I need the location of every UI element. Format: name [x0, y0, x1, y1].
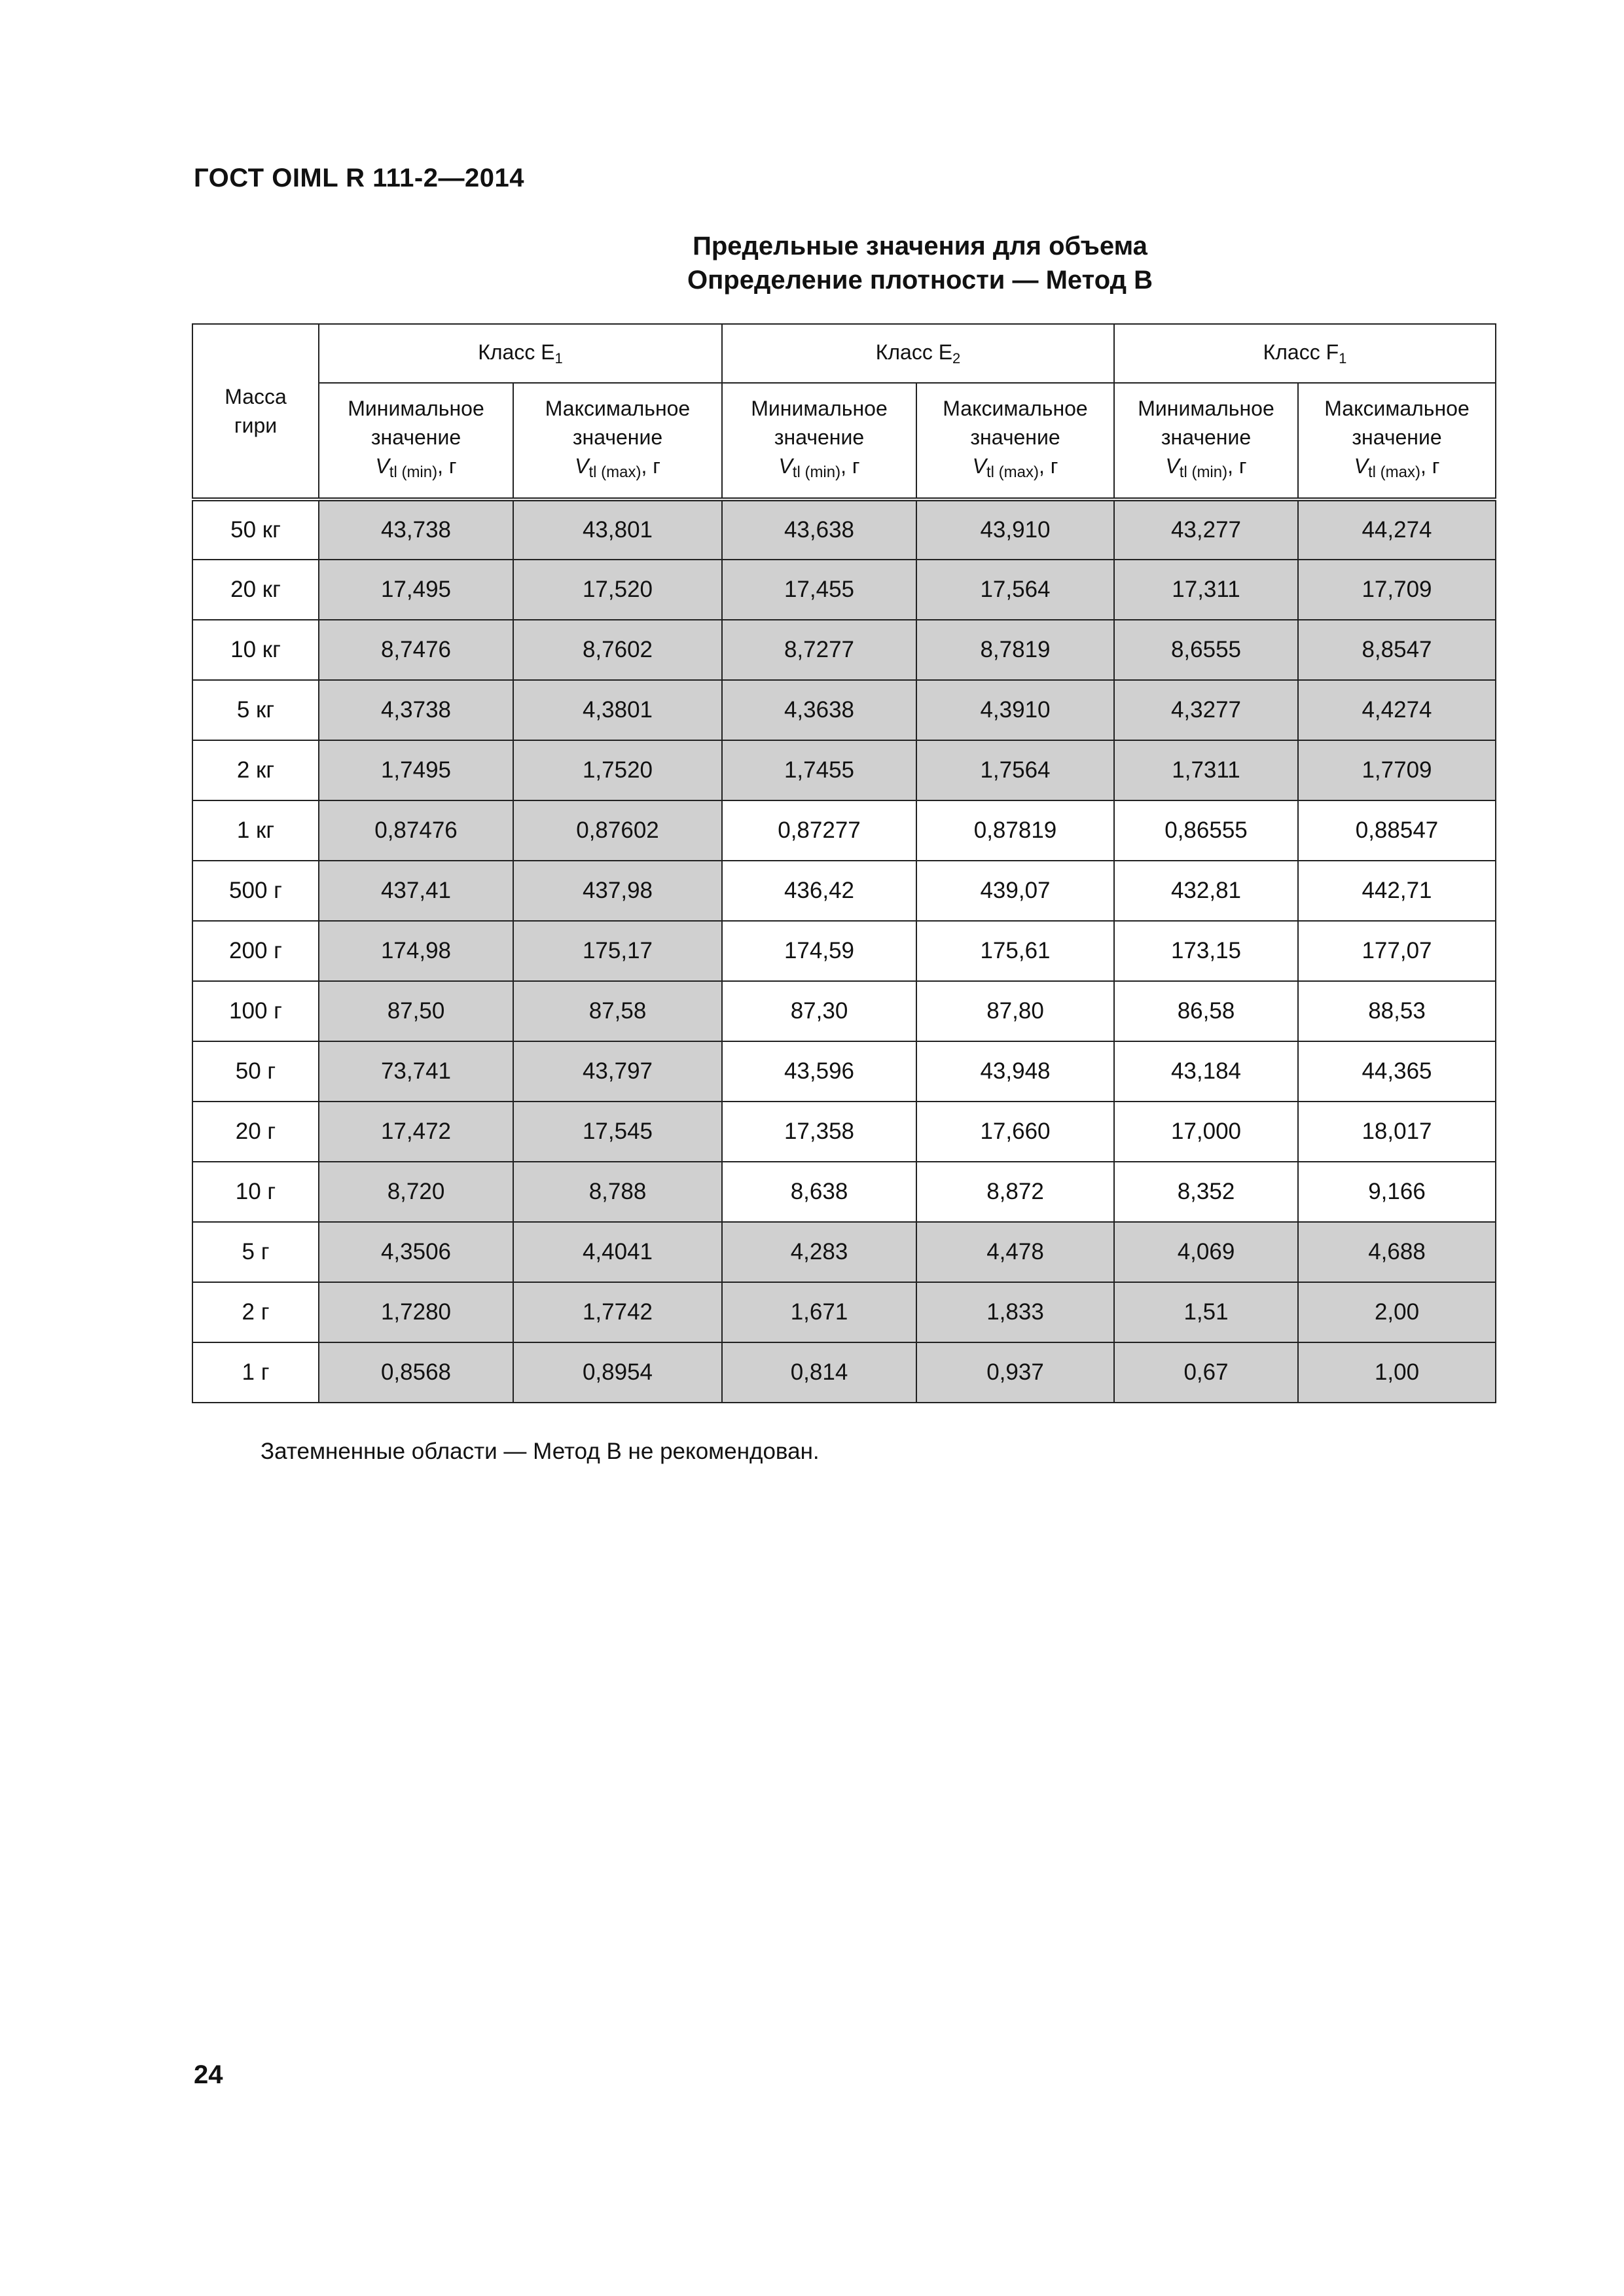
value-cell: 9,166: [1298, 1162, 1496, 1222]
unit-label: , г: [1420, 454, 1440, 478]
class-header-f1: [1114, 324, 1496, 383]
value-cell: 437,41: [319, 861, 513, 921]
value-cell: 1,00: [1298, 1342, 1496, 1403]
value-cell: 173,15: [1114, 921, 1298, 981]
class-label: Класс F: [1263, 340, 1339, 364]
value-cell: 0,814: [722, 1342, 916, 1403]
value-cell: 8,638: [722, 1162, 916, 1222]
value-cell: 1,7520: [513, 740, 722, 800]
mass-cell: 1 г: [192, 1342, 319, 1403]
table-body: [192, 499, 1496, 1403]
value-cell: 4,478: [916, 1222, 1114, 1282]
value-cell: 43,277: [1114, 499, 1298, 560]
value-cell: 44,365: [1298, 1041, 1496, 1102]
limit-label: Максимальное значение: [545, 397, 691, 449]
value-cell: 87,50: [319, 981, 513, 1041]
table-row: [192, 921, 1496, 981]
volume-subscript: tl (min): [389, 463, 438, 481]
value-cell: 8,7277: [722, 620, 916, 680]
unit-label: , г: [1227, 454, 1247, 478]
class-header-e2: [722, 324, 1114, 383]
mass-cell: 20 кг: [192, 560, 319, 620]
value-cell: 17,358: [722, 1102, 916, 1162]
unit-label: , г: [1038, 454, 1058, 478]
table-row: [192, 499, 1496, 560]
limit-label: Максимальное значение: [1324, 397, 1470, 449]
value-cell: 17,495: [319, 560, 513, 620]
value-cell: 4,3738: [319, 680, 513, 740]
min-value-header: [722, 383, 916, 499]
volume-symbol: V: [1165, 454, 1180, 478]
header-row-classes: [192, 324, 1496, 383]
value-cell: 439,07: [916, 861, 1114, 921]
value-cell: 1,7280: [319, 1282, 513, 1342]
value-cell: 43,184: [1114, 1041, 1298, 1102]
volume-subscript: tl (min): [1179, 463, 1228, 481]
value-cell: 4,4274: [1298, 680, 1496, 740]
value-cell: 8,352: [1114, 1162, 1298, 1222]
value-cell: 8,7602: [513, 620, 722, 680]
max-value-header: [1298, 383, 1496, 499]
volume-symbol: V: [972, 454, 986, 478]
value-cell: 17,545: [513, 1102, 722, 1162]
max-value-header: [916, 383, 1114, 499]
value-cell: 0,937: [916, 1342, 1114, 1403]
value-cell: 43,801: [513, 499, 722, 560]
mass-cell: 2 г: [192, 1282, 319, 1342]
value-cell: 8,7476: [319, 620, 513, 680]
value-cell: 1,7564: [916, 740, 1114, 800]
footnote: Затемненные области — Метод B не рекомендован.: [261, 1439, 820, 1464]
value-cell: 4,688: [1298, 1222, 1496, 1282]
table-row: [192, 1041, 1496, 1102]
unit-label: , г: [437, 454, 457, 478]
min-value-header: [1114, 383, 1298, 499]
max-value-header: [513, 383, 722, 499]
mass-cell: 10 кг: [192, 620, 319, 680]
table-row: [192, 800, 1496, 861]
header-row-limits: [192, 383, 1496, 499]
value-cell: 17,311: [1114, 560, 1298, 620]
mass-column-header: [192, 324, 319, 499]
value-cell: 17,472: [319, 1102, 513, 1162]
value-cell: 4,3277: [1114, 680, 1298, 740]
volume-subscript: tl (max): [588, 463, 641, 481]
value-cell: 177,07: [1298, 921, 1496, 981]
mass-cell: 5 г: [192, 1222, 319, 1282]
value-cell: 4,283: [722, 1222, 916, 1282]
table-row: [192, 861, 1496, 921]
value-cell: 0,8568: [319, 1342, 513, 1403]
value-cell: 174,98: [319, 921, 513, 981]
volume-symbol: V: [778, 454, 793, 478]
value-cell: 0,87476: [319, 800, 513, 861]
value-cell: 8,8547: [1298, 620, 1496, 680]
table-row: [192, 680, 1496, 740]
table-row: [192, 1342, 1496, 1403]
class-subscript: 2: [952, 350, 961, 367]
mass-cell: 5 кг: [192, 680, 319, 740]
volume-subscript: tl (max): [1367, 463, 1420, 481]
value-cell: 43,797: [513, 1041, 722, 1102]
value-cell: 4,3506: [319, 1222, 513, 1282]
value-cell: 8,7819: [916, 620, 1114, 680]
mass-cell: 50 г: [192, 1041, 319, 1102]
volume-limits-table: [192, 323, 1496, 1403]
value-cell: 43,596: [722, 1041, 916, 1102]
volume-symbol: V: [375, 454, 389, 478]
value-cell: 17,660: [916, 1102, 1114, 1162]
value-cell: 437,98: [513, 861, 722, 921]
value-cell: 43,948: [916, 1041, 1114, 1102]
limit-label: Максимальное значение: [943, 397, 1088, 449]
value-cell: 1,51: [1114, 1282, 1298, 1342]
table-row: [192, 1102, 1496, 1162]
unit-label: , г: [840, 454, 860, 478]
value-cell: 4,069: [1114, 1222, 1298, 1282]
value-cell: 8,6555: [1114, 620, 1298, 680]
value-cell: 432,81: [1114, 861, 1298, 921]
value-cell: 17,000: [1114, 1102, 1298, 1162]
value-cell: 436,42: [722, 861, 916, 921]
value-cell: 87,58: [513, 981, 722, 1041]
class-subscript: 1: [1339, 350, 1347, 367]
mass-header-label: Масса гири: [225, 385, 287, 437]
title-line-1: Предельные значения для объема: [693, 232, 1147, 260]
value-cell: 0,88547: [1298, 800, 1496, 861]
table-row: [192, 1222, 1496, 1282]
value-cell: 0,67: [1114, 1342, 1298, 1403]
value-cell: 0,87602: [513, 800, 722, 861]
mass-cell: 200 г: [192, 921, 319, 981]
value-cell: 442,71: [1298, 861, 1496, 921]
value-cell: 0,8954: [513, 1342, 722, 1403]
value-cell: 17,520: [513, 560, 722, 620]
value-cell: 8,872: [916, 1162, 1114, 1222]
document-header: ГОСТ OIML R 111-2—2014: [194, 164, 524, 192]
value-cell: 43,910: [916, 499, 1114, 560]
mass-cell: 50 кг: [192, 499, 319, 560]
table-row: [192, 1162, 1496, 1222]
class-header-e1: [319, 324, 722, 383]
mass-cell: 2 кг: [192, 740, 319, 800]
class-label: Класс E: [875, 340, 953, 364]
value-cell: 0,86555: [1114, 800, 1298, 861]
table-row: [192, 560, 1496, 620]
value-cell: 175,17: [513, 921, 722, 981]
mass-cell: 500 г: [192, 861, 319, 921]
limit-label: Минимальное значение: [751, 397, 888, 449]
table-row: [192, 1282, 1496, 1342]
title-line-2: Определение плотности — Метод B: [687, 266, 1153, 295]
volume-symbol: V: [1354, 454, 1368, 478]
mass-cell: 100 г: [192, 981, 319, 1041]
table-row: [192, 981, 1496, 1041]
limit-label: Минимальное значение: [348, 397, 484, 449]
table-row: [192, 740, 1496, 800]
value-cell: 86,58: [1114, 981, 1298, 1041]
value-cell: 87,80: [916, 981, 1114, 1041]
value-cell: 1,833: [916, 1282, 1114, 1342]
value-cell: 17,455: [722, 560, 916, 620]
volume-subscript: tl (min): [792, 463, 841, 481]
value-cell: 88,53: [1298, 981, 1496, 1041]
table-title: [0, 229, 1624, 297]
mass-cell: 10 г: [192, 1162, 319, 1222]
value-cell: 17,564: [916, 560, 1114, 620]
value-cell: 43,738: [319, 499, 513, 560]
value-cell: 175,61: [916, 921, 1114, 981]
page-number: 24: [194, 2060, 223, 2089]
value-cell: 4,4041: [513, 1222, 722, 1282]
value-cell: 1,7742: [513, 1282, 722, 1342]
value-cell: 4,3638: [722, 680, 916, 740]
mass-cell: 1 кг: [192, 800, 319, 861]
value-cell: 1,671: [722, 1282, 916, 1342]
value-cell: 1,7311: [1114, 740, 1298, 800]
limit-label: Минимальное значение: [1138, 397, 1274, 449]
value-cell: 2,00: [1298, 1282, 1496, 1342]
volume-symbol: V: [575, 454, 589, 478]
class-subscript: 1: [554, 350, 563, 367]
value-cell: 73,741: [319, 1041, 513, 1102]
value-cell: 18,017: [1298, 1102, 1496, 1162]
value-cell: 1,7709: [1298, 740, 1496, 800]
value-cell: 0,87277: [722, 800, 916, 861]
value-cell: 8,720: [319, 1162, 513, 1222]
value-cell: 1,7495: [319, 740, 513, 800]
value-cell: 0,87819: [916, 800, 1114, 861]
value-cell: 174,59: [722, 921, 916, 981]
value-cell: 1,7455: [722, 740, 916, 800]
volume-subscript: tl (max): [986, 463, 1039, 481]
value-cell: 17,709: [1298, 560, 1496, 620]
value-cell: 4,3801: [513, 680, 722, 740]
value-cell: 44,274: [1298, 499, 1496, 560]
min-value-header: [319, 383, 513, 499]
unit-label: , г: [641, 454, 660, 478]
value-cell: 87,30: [722, 981, 916, 1041]
class-label: Класс E: [478, 340, 555, 364]
value-cell: 43,638: [722, 499, 916, 560]
mass-cell: 20 г: [192, 1102, 319, 1162]
value-cell: 8,788: [513, 1162, 722, 1222]
table-row: [192, 620, 1496, 680]
value-cell: 4,3910: [916, 680, 1114, 740]
